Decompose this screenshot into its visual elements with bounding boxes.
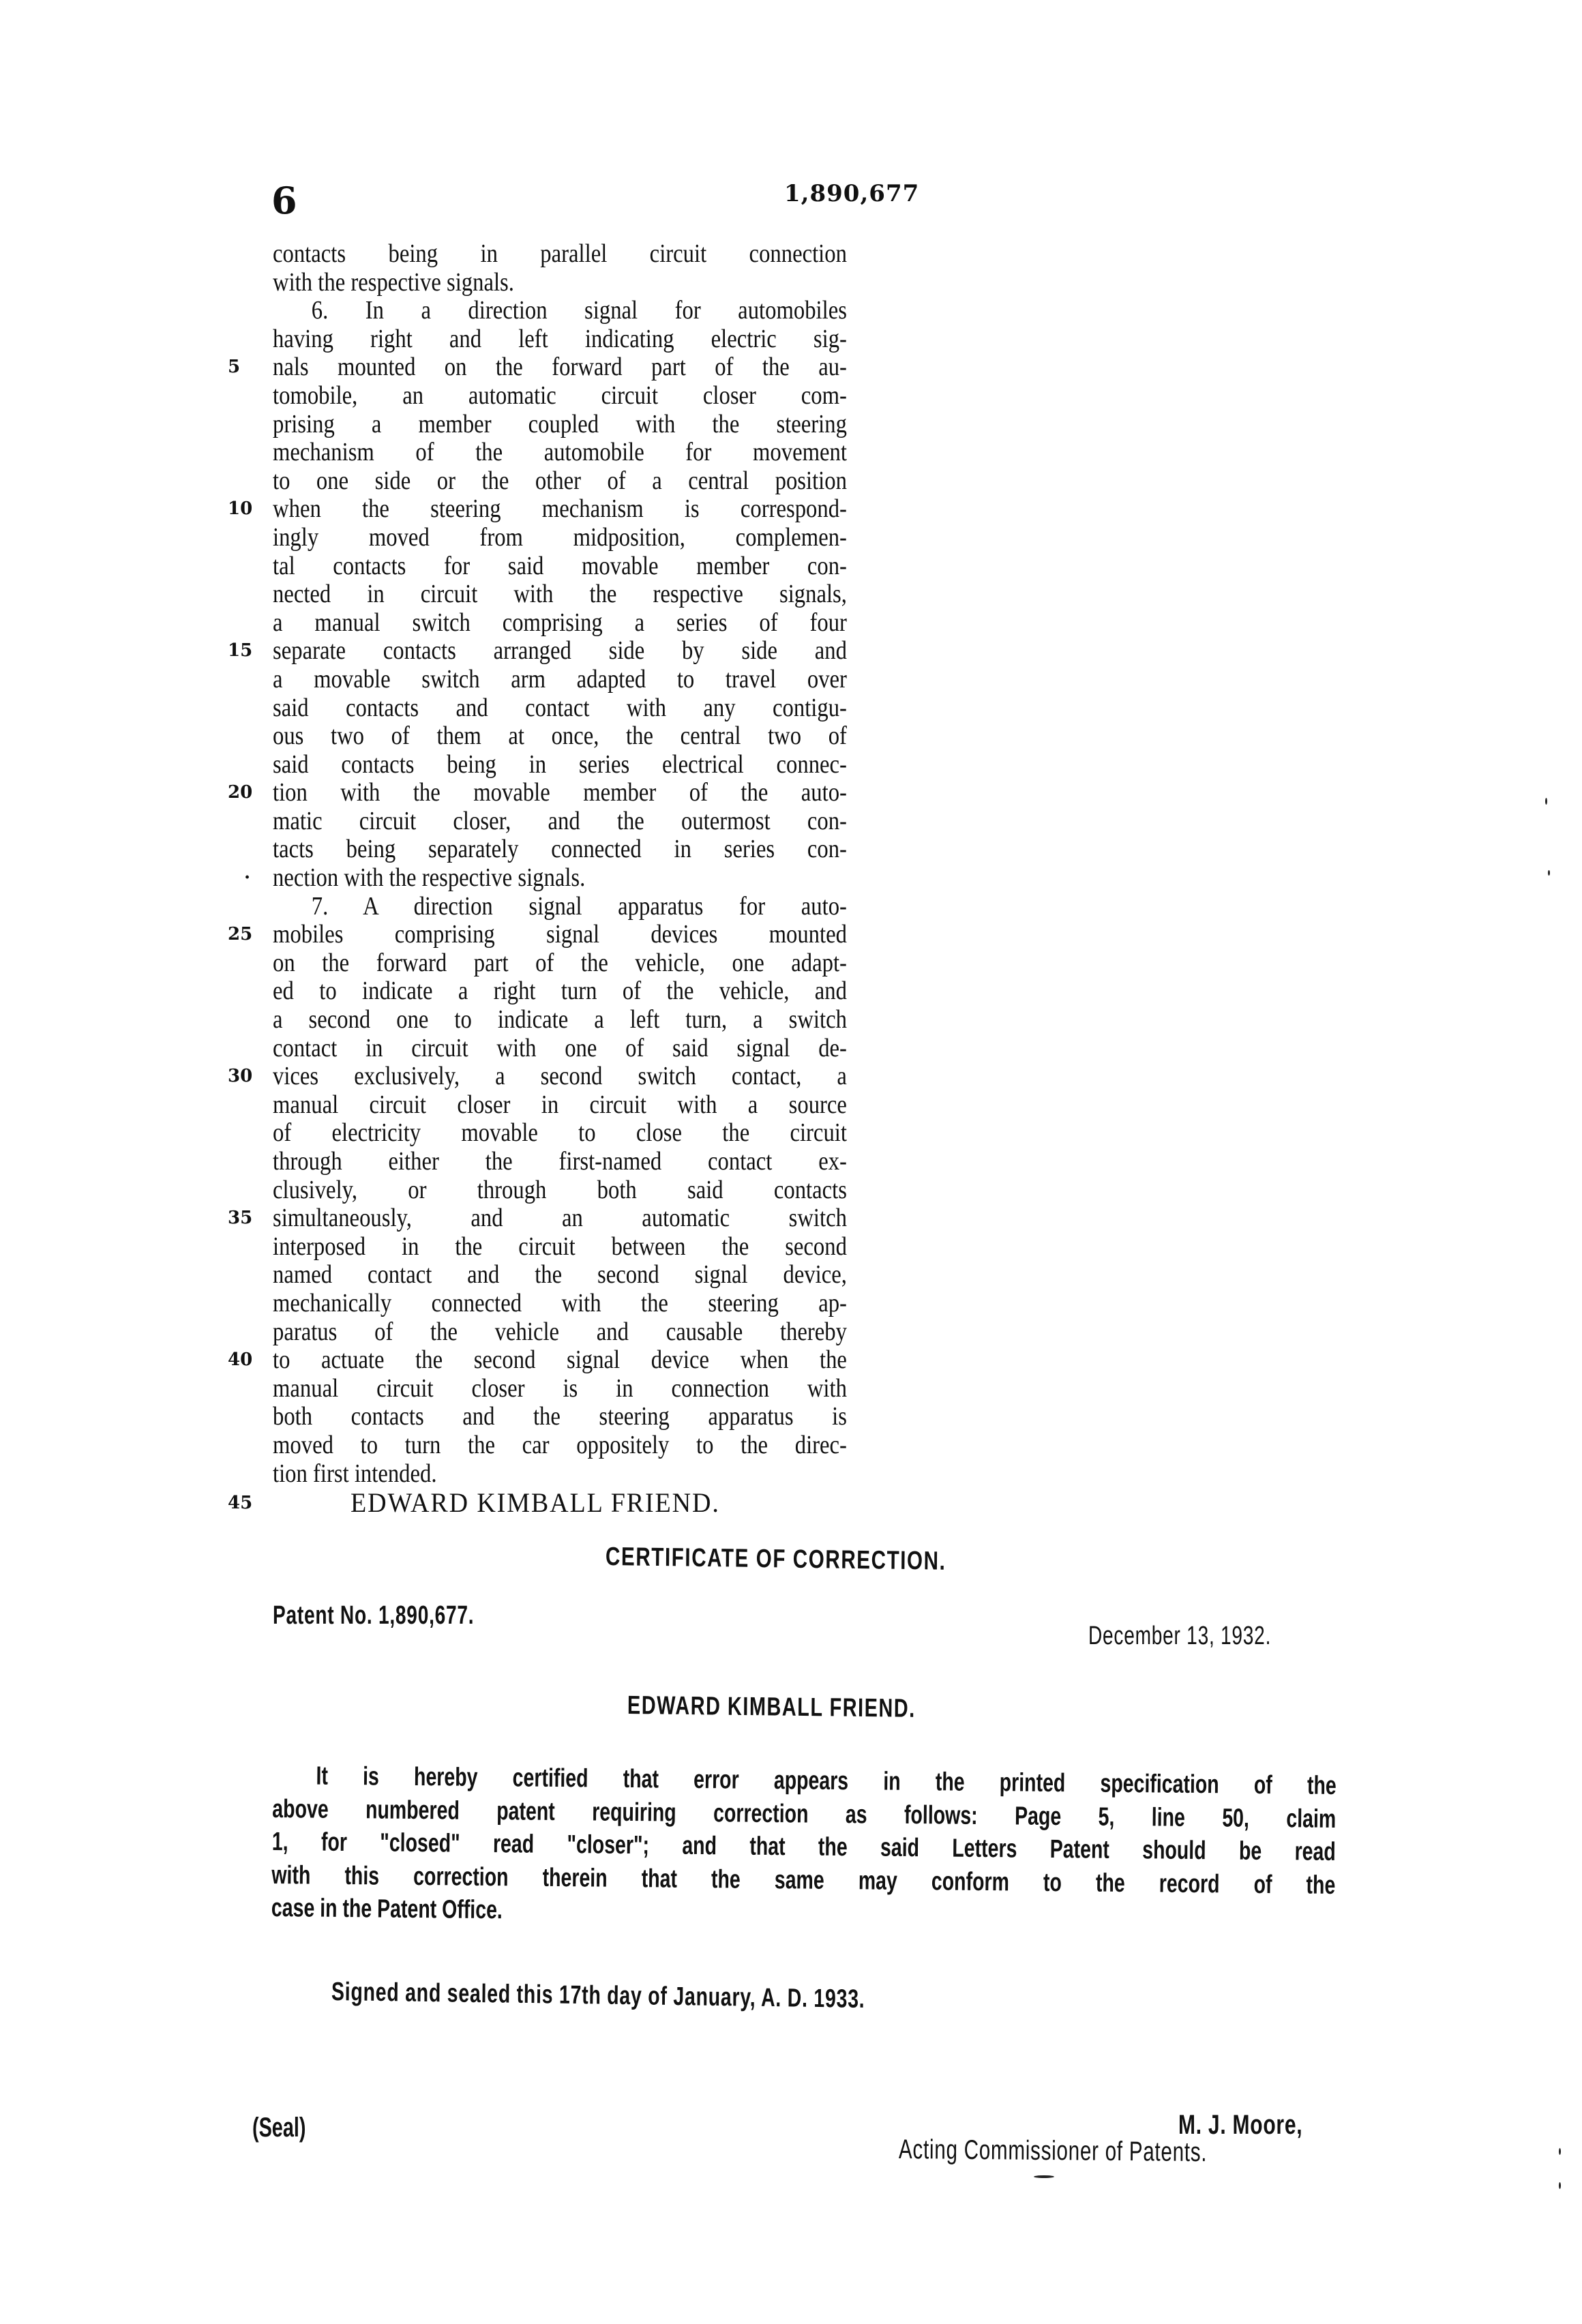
line-text: clusively, or through both said contacts bbox=[273, 1176, 847, 1205]
line-text: of electricity movable to close the circuit bbox=[273, 1119, 847, 1148]
line-text: nected in circuit with the respective signals, bbox=[273, 580, 847, 609]
line-text: a movable switch arm adapted to travel over bbox=[273, 666, 847, 694]
line-text: both contacts and the steering apparatus is bbox=[273, 1403, 847, 1431]
scan-speck bbox=[1034, 2175, 1054, 2178]
page-number: 6 bbox=[271, 179, 297, 222]
line-number: 40 bbox=[228, 1346, 262, 1375]
seal-label: (Seal) bbox=[252, 2113, 305, 2143]
text-line bbox=[273, 1034, 847, 1063]
line-text: tion with the movable member of the auto- bbox=[273, 779, 847, 807]
claims-column bbox=[273, 240, 847, 1518]
text-line bbox=[273, 438, 847, 467]
line-text: 7. A direction signal apparatus for auto- bbox=[273, 893, 847, 921]
text-line bbox=[273, 240, 847, 269]
line-text: moved to turn the car oppositely to the direc- bbox=[273, 1431, 847, 1460]
line-text: to one side or the other of a central position bbox=[273, 467, 847, 496]
text-line bbox=[273, 524, 847, 552]
patent-number: 1,890,677 bbox=[784, 180, 919, 207]
text-line bbox=[273, 949, 847, 978]
line-text: tion first intended. bbox=[273, 1460, 847, 1489]
line-text: contact in circuit with one of said signal de- bbox=[273, 1034, 847, 1063]
line-number: 15 bbox=[228, 637, 262, 666]
text-line bbox=[273, 1233, 847, 1262]
line-text: a manual switch comprising a series of four bbox=[273, 609, 847, 638]
line-text: on the forward part of the vehicle, one adapt- bbox=[273, 949, 847, 978]
certificate-line-text: above numbered patent requiring correction as follows: Page 5, line 50, claim bbox=[272, 1792, 1336, 1835]
inventor-signature bbox=[273, 1488, 847, 1518]
line-text: mobiles comprising signal devices mounted bbox=[273, 921, 847, 949]
scan-speck bbox=[1559, 2148, 1561, 2155]
certificate-title: CERTIFICATE OF CORRECTION. bbox=[606, 1543, 946, 1577]
text-line bbox=[273, 495, 847, 524]
certificate-inventor: EDWARD KIMBALL FRIEND. bbox=[627, 1691, 916, 1724]
margin-dot: · bbox=[244, 864, 250, 893]
text-line bbox=[273, 722, 847, 751]
text-line bbox=[273, 1204, 847, 1233]
patent-page bbox=[0, 0, 1582, 2324]
line-text: a second one to indicate a left turn, a switch bbox=[273, 1006, 847, 1034]
line-text: when the steering mechanism is correspond- bbox=[273, 495, 847, 524]
line-text: ous two of them at once, the central two of bbox=[273, 722, 847, 751]
text-line bbox=[273, 1375, 847, 1403]
line-text: nals mounted on the forward part of the au- bbox=[273, 353, 847, 382]
line-text: mechanism of the automobile for movement bbox=[273, 438, 847, 467]
line-text: tal contacts for said movable member con- bbox=[273, 552, 847, 581]
text-line bbox=[273, 864, 847, 893]
line-text: vices exclusively, a second switch contact, a bbox=[273, 1062, 847, 1091]
text-line bbox=[273, 977, 847, 1006]
line-number: 45 bbox=[228, 1488, 262, 1518]
text-line bbox=[273, 637, 847, 666]
line-text: ed to indicate a right turn of the vehicle, and bbox=[273, 977, 847, 1006]
text-line bbox=[273, 1318, 847, 1347]
line-text: with the respective signals. bbox=[273, 269, 847, 297]
text-line bbox=[273, 1176, 847, 1205]
certificate-line-text: It is hereby certified that error appears in the printed specification of the bbox=[273, 1759, 1337, 1802]
line-text: 6. In a direction signal for automobiles bbox=[273, 297, 847, 325]
line-text: tacts being separately connected in series con- bbox=[273, 835, 847, 864]
line-text: contacts being in parallel circuit connection bbox=[273, 240, 847, 269]
line-text: separate contacts arranged side by side and bbox=[273, 637, 847, 666]
text-line bbox=[273, 893, 847, 921]
line-number: 20 bbox=[228, 779, 262, 807]
line-text: interposed in the circuit between the second bbox=[273, 1233, 847, 1262]
line-text: tomobile, an automatic circuit closer com- bbox=[273, 382, 847, 411]
certificate-signed-line: Signed and sealed this 17th day of January, A. D. 1933. bbox=[331, 1978, 865, 2014]
text-line bbox=[273, 269, 847, 297]
text-line bbox=[273, 325, 847, 354]
line-text: prising a member coupled with the steering bbox=[273, 411, 847, 439]
line-text: manual circuit closer in circuit with a source bbox=[273, 1091, 847, 1120]
certificate-patent-number: Patent No. 1,890,677. bbox=[273, 1601, 474, 1630]
line-text: ingly moved from midposition, complemen- bbox=[273, 524, 847, 552]
certificate-line-text: case in the Patent Office. bbox=[271, 1892, 1335, 1935]
text-line bbox=[273, 467, 847, 496]
line-text: said contacts being in series electrical connec- bbox=[273, 751, 847, 779]
text-line bbox=[273, 552, 847, 581]
text-line bbox=[273, 1460, 847, 1489]
text-line bbox=[273, 1062, 847, 1091]
text-line bbox=[273, 609, 847, 638]
text-line bbox=[273, 1091, 847, 1120]
line-text: matic circuit closer, and the outermost con- bbox=[273, 807, 847, 836]
certificate-body bbox=[271, 1759, 1337, 1935]
text-line bbox=[273, 694, 847, 723]
text-line bbox=[273, 1261, 847, 1290]
scan-speck bbox=[1548, 870, 1550, 876]
text-line bbox=[273, 1119, 847, 1148]
line-text: said contacts and contact with any contigu- bbox=[273, 694, 847, 723]
text-line bbox=[273, 411, 847, 439]
certificate-line-text: with this correction therein that the same may conform to the record of the bbox=[271, 1858, 1335, 1901]
text-line bbox=[273, 382, 847, 411]
text-line bbox=[273, 835, 847, 864]
line-text: through either the first-named contact ex- bbox=[273, 1148, 847, 1176]
line-number: 30 bbox=[228, 1062, 262, 1091]
line-number: 35 bbox=[228, 1204, 262, 1233]
text-line bbox=[273, 1148, 847, 1176]
scan-speck bbox=[1545, 798, 1547, 805]
text-line bbox=[273, 1431, 847, 1460]
line-text: to actuate the second signal device when the bbox=[273, 1346, 847, 1375]
line-text: mechanically connected with the steering ap- bbox=[273, 1290, 847, 1318]
text-line bbox=[273, 807, 847, 836]
text-line bbox=[273, 297, 847, 325]
line-number: 25 bbox=[228, 921, 262, 949]
text-line bbox=[273, 1290, 847, 1318]
signer-title: Acting Commissioner of Patents. bbox=[899, 2134, 1208, 2168]
text-line bbox=[273, 779, 847, 807]
inventor-name: EDWARD KIMBALL FRIEND. bbox=[273, 1488, 720, 1518]
line-text: having right and left indicating electric sig- bbox=[273, 325, 847, 354]
line-text: paratus of the vehicle and causable thereby bbox=[273, 1318, 847, 1347]
text-line bbox=[273, 666, 847, 694]
text-line bbox=[273, 580, 847, 609]
text-line bbox=[273, 921, 847, 949]
line-text: simultaneously, and an automatic switch bbox=[273, 1204, 847, 1233]
line-text: nection with the respective signals. bbox=[273, 864, 847, 893]
text-line bbox=[273, 1403, 847, 1431]
text-line bbox=[273, 353, 847, 382]
scan-speck bbox=[1559, 2182, 1561, 2189]
text-line bbox=[273, 1006, 847, 1034]
text-line bbox=[273, 1346, 847, 1375]
certificate-date: December 13, 1932. bbox=[1088, 1622, 1271, 1651]
line-number: 5 bbox=[228, 353, 262, 382]
signer-name: M. J. Moore, bbox=[1178, 2110, 1302, 2141]
text-line bbox=[273, 751, 847, 779]
line-number: 10 bbox=[228, 495, 262, 524]
line-text: manual circuit closer is in connection with bbox=[273, 1375, 847, 1403]
certificate-line-text: 1, for "closed" read "closer"; and that the said Letters Patent should be read bbox=[272, 1826, 1336, 1868]
line-text: named contact and the second signal device, bbox=[273, 1261, 847, 1290]
